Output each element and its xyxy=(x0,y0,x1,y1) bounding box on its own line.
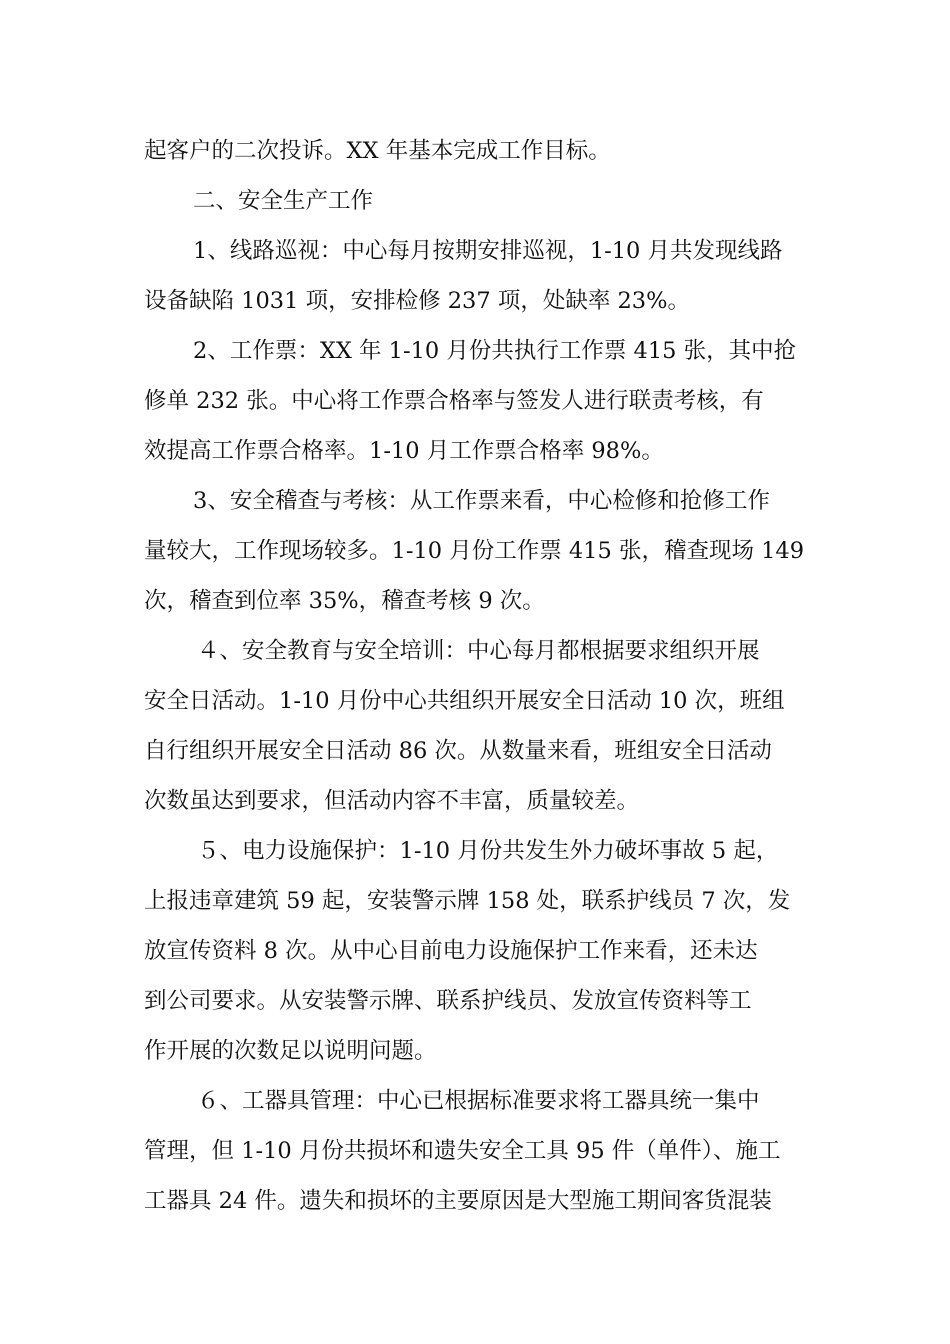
text-line: 效提高工作票合格率。1-10 月工作票合格率 98%。 xyxy=(144,438,664,464)
text-line: 修单 232 张。中心将工作票合格率与签发人进行联责考核，有 xyxy=(144,388,764,414)
text-line: 设备缺陷 1031 项，安排检修 237 项，处缺率 23%。 xyxy=(144,288,690,314)
text-line: ５、电力设施保护：1-10 月份共发生外力破坏事故 5 起， xyxy=(197,838,779,864)
text-line: 工器具 24 件。遗失和损坏的主要原因是大型施工期间客货混装 xyxy=(144,1188,772,1214)
text-line: 3、安全稽查与考核：从工作票来看，中心检修和抢修工作 xyxy=(193,488,770,514)
text-line: ４、安全教育与安全培训：中心每月都根据要求组织开展 xyxy=(197,638,760,664)
section-heading: 二、安全生产工作 xyxy=(193,188,374,214)
text-line: 上报违章建筑 59 起，安装警示牌 158 处，联系护线员 7 次，发 xyxy=(144,888,791,914)
text-line: 2、工作票：XX 年 1-10 月份共执行工作票 415 张，其中抢 xyxy=(193,338,797,364)
text-line: 作开展的次数足以说明问题。 xyxy=(144,1038,437,1064)
text-line: 次数虽达到要求，但活动内容不丰富，质量较差。 xyxy=(144,788,640,814)
text-line: 起客户的二次投诉。XX 年基本完成工作目标。 xyxy=(144,138,611,164)
text-line: ６、工器具管理：中心已根据标准要求将工器具统一集中 xyxy=(197,1088,760,1114)
text-line: 1、线路巡视：中心每月按期安排巡视，1-10 月共发现线路 xyxy=(193,238,783,264)
text-line: 到公司要求。从安装警示牌、联系护线员、发放宣传资料等工 xyxy=(144,988,752,1014)
text-line: 安全日活动。1-10 月份中心共组织开展安全日活动 10 次，班组 xyxy=(144,688,785,714)
text-line: 放宣传资料 8 次。从中心目前电力设施保护工作来看，还未达 xyxy=(144,938,758,964)
text-line: 管理，但 1-10 月份共损坏和遗失安全工具 95 件（单件）、施工 xyxy=(144,1138,781,1164)
text-line: 自行组织开展安全日活动 86 次。从数量来看，班组安全日活动 xyxy=(144,738,772,764)
text-line: 量较大，工作现场较多。1-10 月份工作票 415 张，稽查现场 149 xyxy=(144,538,805,564)
text-line: 次，稽查到位率 35%，稽查考核 9 次。 xyxy=(144,588,545,614)
